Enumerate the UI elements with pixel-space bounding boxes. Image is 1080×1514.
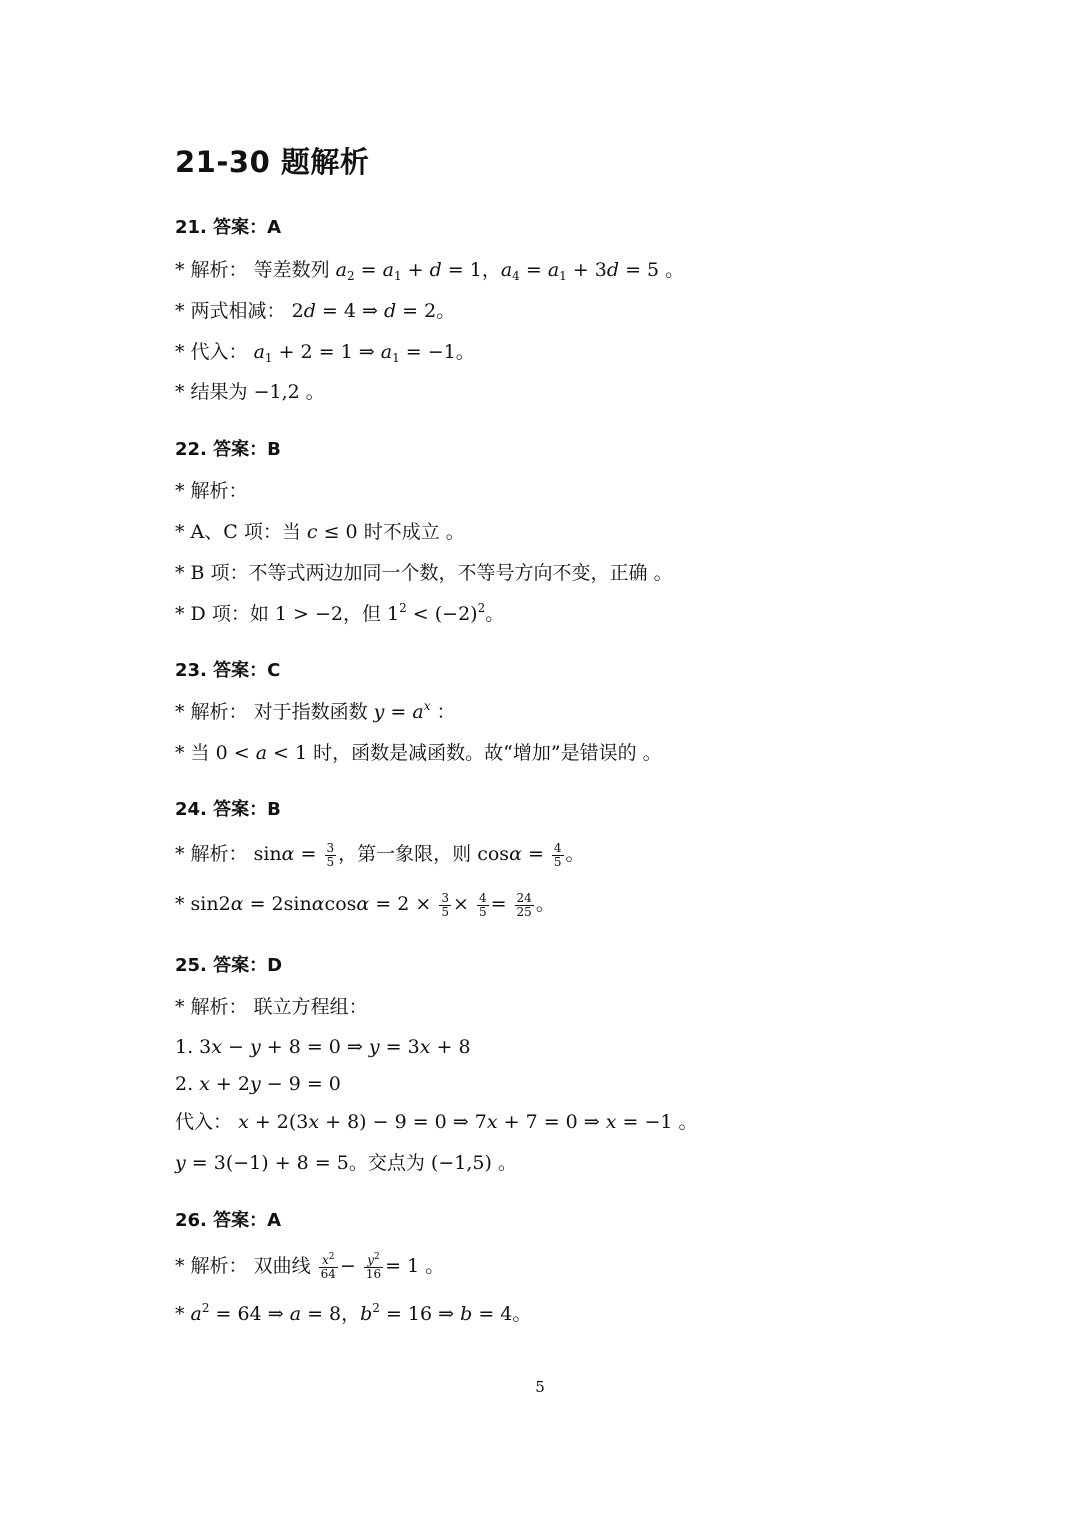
q24-line-1: * 解析： sinα = $\frac{3}{5}$ ，第一象限，则 cosα = $\frac{4}{5}$ 。 [175,840,585,869]
q22-line-4: * D 项：如 1 > −2，但 $1^2 < (-2)^2$。 [175,601,505,625]
q23-line-2-text: * 当 [175,742,210,764]
q26-line-2: * $a^2 = 64$ ⇒ a = 8，$b^2 = 16$ ⇒ b = 4。 [175,1301,532,1325]
q25-line-2: 1. 3x − y + 8 = 0 ⇒ y = 3x + 8 [175,1036,471,1058]
q25-line-5-suffix: (−1,5) 。 [430,1152,517,1174]
q21-line-3: * 代入： $a_1 + 2 = 1$ ⇒ $a_1 = -1$。 [175,341,475,365]
q25-line-4: 代入： x + 2(3x + 8) − 9 = 0 ⇒ 7x + 7 = 0 ⇒ x = −1 。 [175,1111,698,1133]
q22-answer: 22. 答案：B [175,439,281,460]
q22-line-1: * 解析： [175,480,248,502]
fraction: $\frac{y^2}{16}$ [365,1251,382,1281]
q22-line-2-suffix: 时不成立 。 [363,521,465,543]
q25-line-5: y = 3(−1) + 8 = 5。交点为 (−1,5) 。 [175,1152,517,1174]
q21-line-4: * 结果为 −1,2 。 [175,381,325,403]
q26-answer: 26. 答案：A [175,1210,282,1231]
fraction: $\frac{x^2}{64}$ [320,1251,336,1281]
q22-line-3: * B 项：不等式两边加同一个数，不等号方向不变，正确 。 [175,562,673,584]
q25-line-1: * 解析： 联立方程组： [175,996,368,1018]
q21-line-1-text: * 解析： 等差数列 [175,259,330,281]
q23-answer: 23. 答案：C [175,660,281,681]
q26-line-1: * 解析： 双曲线 $\frac{x^2}{64}$ − $\frac{y^2}{16}$ = 1 。 [175,1251,445,1281]
fraction: $\frac{4}{5}$ [478,890,487,919]
fraction: $\frac{4}{5}$ [553,840,562,869]
q21-line-2: * 两式相减： 2d = 4 ⇒ d = 2。 [175,300,456,322]
fraction: $\frac{3}{5}$ [326,840,335,869]
q23-line-1-text: * 解析： 对于指数函数 [175,701,368,723]
q21-answer: 21. 答案：A [175,217,282,238]
q24-line-1-text: * 解析： [175,843,248,865]
q24-line-1-mid: ，第一象限，则 [338,843,472,865]
q21-line-2-text: * 两式相减： [175,300,286,322]
fraction: $\frac{24}{25}$ [516,890,532,919]
q25-line-3: 2. x + 2y − 9 = 0 [175,1073,341,1095]
q24-line-2: * sin2α = 2sinαcosα = 2 × $\frac{3}{5}$ × $\frac{4}{5}$ = $\frac{24}{25}$ 。 [175,890,555,919]
q24-line-2-text: * [175,893,185,915]
q24-answer: 24. 答案：B [175,799,281,820]
page-number: 5 [535,1378,545,1396]
q25-answer: 25. 答案：D [175,955,283,976]
q22-line-2: * A、C 项：当 c ≤ 0 时不成立 。 [175,521,465,543]
fraction: $\frac{3}{5}$ [441,890,449,919]
q22-line-2-text: * A、C 项：当 [175,521,301,543]
q26-line-1-text: * 解析： 双曲线 [175,1255,311,1277]
q25-line-4-text: 代入： [175,1111,233,1133]
q23-line-2-suffix: 时，函数是减函数。故“增加”是错误的 。 [313,742,662,764]
page-title: 21-30 题解析 [175,145,370,179]
q23-line-1: * 解析： 对于指数函数 $y = a^x$ ： [175,699,456,723]
q21-line-3-text: * 代入： [175,341,248,363]
q21-line-1: * 解析： 等差数列 $a_2 = a_1 + d = 1$，$a_4 = a_1 + 3d = 5$ 。 [175,259,685,283]
q22-line-4-text: * D 项：如 [175,603,269,625]
q25-line-5-mid: 。交点为 [348,1152,425,1174]
q23-line-2: * 当 0 < a < 1 时，函数是减函数。故“增加”是错误的 。 [175,742,662,764]
q26-line-2-text: * [175,1303,185,1325]
